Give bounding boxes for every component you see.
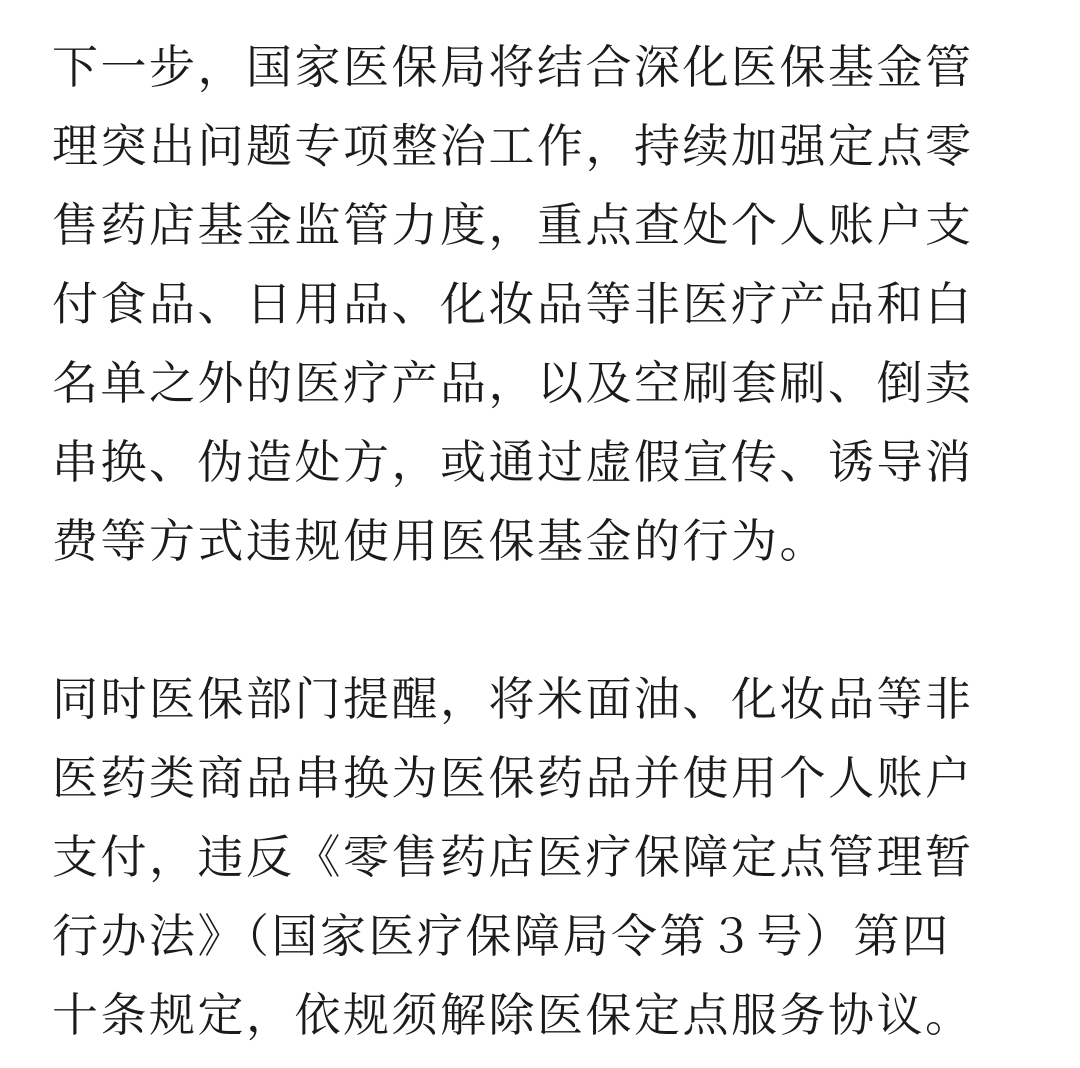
text-line: 医药类商品串换为医保药品并使用个人账户 — [52, 751, 974, 805]
text-line: 理突出问题专项整治工作，持续加强定点零 — [52, 119, 974, 173]
text-line: 串换、伪造处方，或通过虚假宣传、诱导消 — [52, 435, 974, 489]
text-line: 同时医保部门提醒，将米面油、化妆品等非 — [52, 672, 974, 726]
text-line: 付食品、日用品、化妆品等非医疗产品和白 — [52, 277, 974, 331]
text-line: 费等方式违规使用医保基金的行为。 — [52, 514, 828, 568]
text-line: 下一步，国家医保局将结合深化医保基金管 — [52, 40, 974, 94]
paragraph-1 — [52, 28, 1040, 581]
paragraph-spacer — [52, 581, 1040, 660]
text-line: 行办法》（国家医疗保障局令第３号）第四 — [52, 909, 951, 963]
text-line: 售药店基金监管力度，重点查处个人账户支 — [52, 198, 974, 252]
text-line: 支付，违反《零售药店医疗保障定点管理暂 — [52, 830, 974, 884]
text-line: 名单之外的医疗产品，以及空刷套刷、倒卖 — [52, 356, 974, 410]
paragraph-2 — [52, 660, 1040, 1055]
text-line: 十条规定，依规须解除医保定点服务协议。 — [52, 988, 974, 1042]
